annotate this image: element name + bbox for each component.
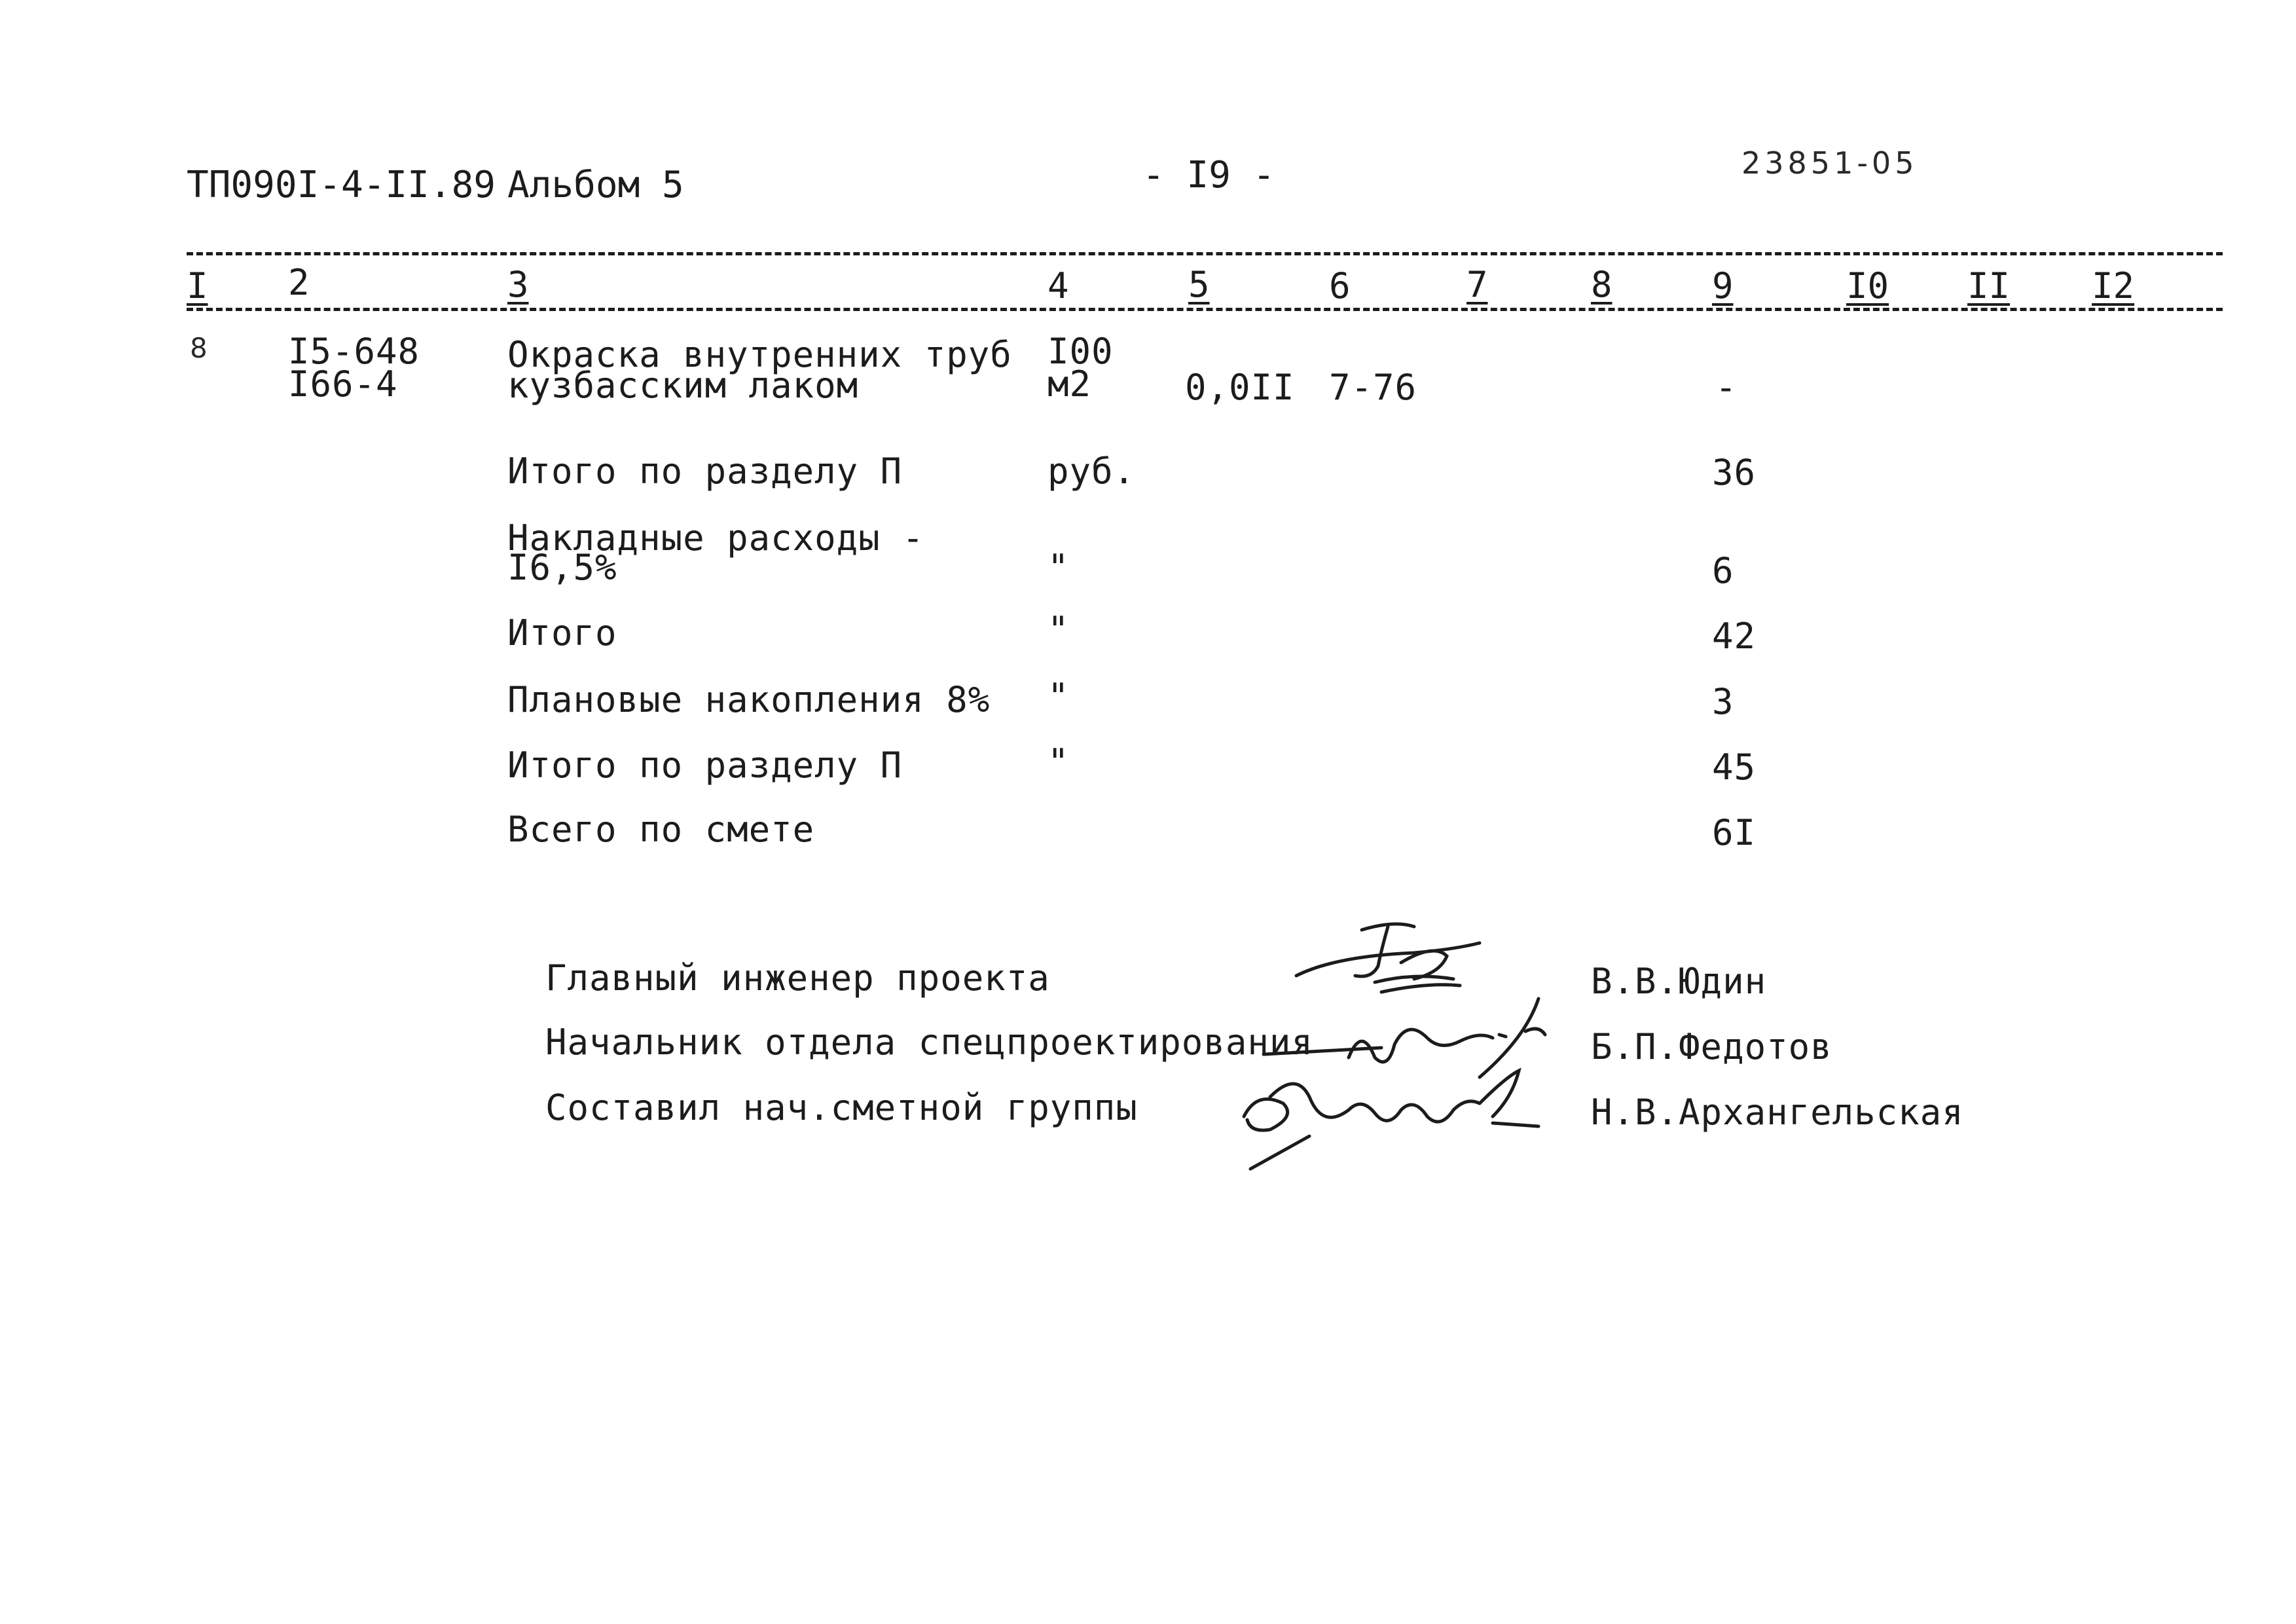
- code-line-2: I66-4: [288, 363, 398, 405]
- summary-value: 3: [1712, 681, 1734, 722]
- col-num-5: 5: [1188, 264, 1210, 305]
- col-num-3: 3: [507, 264, 529, 305]
- page-number: - I9 -: [1142, 154, 1275, 196]
- col5-value: 0,0II: [1185, 367, 1295, 408]
- col-num-6: 6: [1329, 265, 1351, 306]
- summary-label: Всего по смете: [507, 809, 815, 850]
- document-code: ТП090I-4-II.89: [187, 164, 496, 206]
- col-num-1: I: [187, 265, 208, 306]
- code-line-1: I5-648: [288, 331, 420, 372]
- col-num-9: 9: [1712, 265, 1734, 306]
- dashed-rule-bottom: [187, 308, 2223, 311]
- signature-name: В.В.Юдин: [1591, 961, 1767, 1002]
- summary-label-line-1: Накладные расходы -: [507, 517, 924, 559]
- handwritten-number: 23851-05: [1741, 145, 1918, 181]
- col-num-12: I2: [2092, 265, 2135, 306]
- summary-value: 42: [1712, 616, 1757, 657]
- row-number: 8: [190, 332, 211, 364]
- summary-label: Итого: [507, 612, 617, 654]
- summary-value: 45: [1712, 747, 1757, 788]
- summary-label: Итого по разделу П: [507, 745, 903, 786]
- signature-role: Главный инженер проекта: [545, 957, 1050, 999]
- col-num-4: 4: [1048, 265, 1069, 306]
- summary-label: Плановые накопления 8%: [507, 679, 991, 720]
- summary-unit: ": [1048, 609, 1070, 650]
- handwritten-signature-3: [1231, 1058, 1545, 1172]
- summary-value: 6I: [1712, 812, 1757, 853]
- signature-name: Б.П.Федотов: [1591, 1026, 1832, 1067]
- col-num-2: 2: [288, 262, 310, 303]
- col-num-11: II: [1967, 265, 2011, 306]
- unit-line-2: м2: [1048, 363, 1092, 405]
- summary-value: 6: [1712, 550, 1734, 591]
- dashed-rule-top: [187, 252, 2223, 255]
- description-line-1: Окраска внутренних труб: [507, 334, 1012, 375]
- summary-unit: ": [1048, 676, 1070, 717]
- signature-role: Составил нач.сметной группы: [545, 1087, 1138, 1128]
- summary-label: Итого по разделу П: [507, 451, 903, 492]
- col-num-10: I0: [1846, 265, 1889, 306]
- summary-unit: ": [1048, 547, 1070, 588]
- col-num-8: 8: [1591, 264, 1613, 305]
- description-line-2: кузбасским лаком: [507, 365, 859, 406]
- signature-role: Начальник отдела спецпроектирования: [545, 1022, 1313, 1063]
- summary-unit: руб.: [1048, 451, 1136, 492]
- summary-label-line-2: I6,5%: [507, 547, 617, 588]
- col9-value: -: [1715, 367, 1738, 408]
- col-num-7: 7: [1467, 264, 1488, 305]
- summary-value: 36: [1712, 452, 1757, 493]
- col6-value: 7-76: [1329, 367, 1417, 408]
- signature-name: Н.В.Архангельская: [1591, 1092, 1964, 1133]
- unit-line-1: I00: [1048, 331, 1114, 372]
- summary-unit: ": [1048, 741, 1070, 783]
- album-label: Альбом 5: [507, 164, 684, 206]
